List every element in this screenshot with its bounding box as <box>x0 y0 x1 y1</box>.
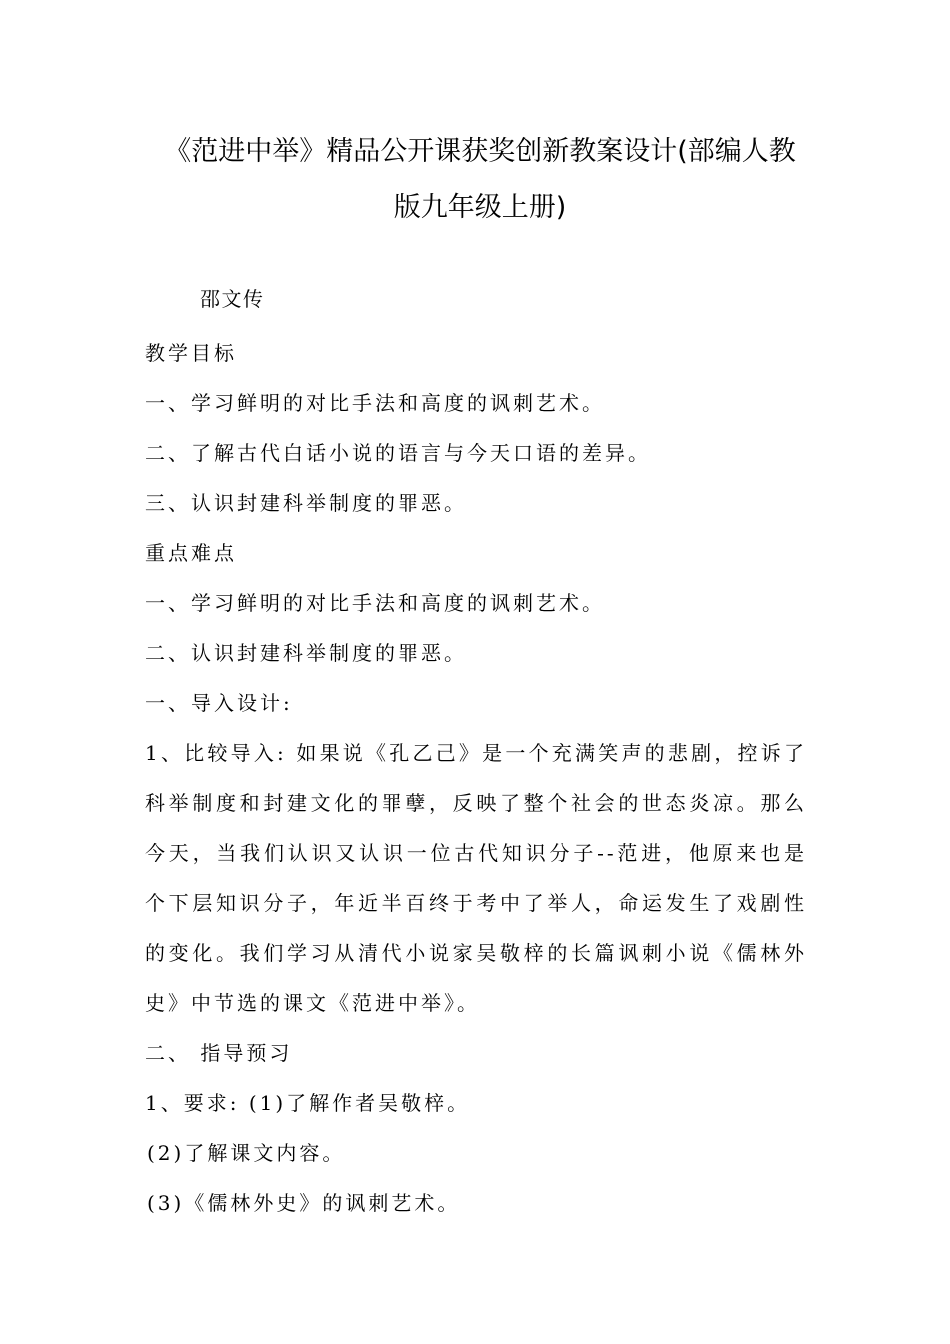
heading-key-difficulties: 重点难点 <box>145 541 237 565</box>
requirement-2: (2)了解课文内容。 <box>147 1141 346 1165</box>
goal-2: 二、了解古代白话小说的语言与今天口语的差异。 <box>145 441 651 465</box>
difficulty-2: 二、认识封建科举制度的罪恶。 <box>145 641 467 665</box>
document-body <box>145 328 807 1228</box>
author-name: 邵文传 <box>200 287 265 311</box>
goal-3: 三、认识封建科举制度的罪恶。 <box>145 491 467 515</box>
goal-1: 一、学习鲜明的对比手法和高度的讽刺艺术。 <box>145 391 605 415</box>
title-line-2: 版九年级上册) <box>393 192 567 223</box>
section-preview-guide: 二、 指导预习 <box>145 1041 293 1065</box>
section-intro-design: 一、导入设计: <box>145 691 293 715</box>
document-title <box>140 124 820 236</box>
requirement-3: (3)《儒林外史》的讽刺艺术。 <box>147 1191 461 1215</box>
difficulty-1: 一、学习鲜明的对比手法和高度的讽刺艺术。 <box>145 591 605 615</box>
requirement-line: 1、要求: (1)了解作者吴敬梓。 <box>145 1091 471 1115</box>
title-line-1: 《范进中举》精品公开课获奖创新教案设计(部编人教 <box>164 136 796 167</box>
heading-teaching-goals: 教学目标 <box>145 341 237 365</box>
intro-paragraph: 1、比较导入: 如果说《孔乙己》是一个充满笑声的悲剧，控诉了科举制度和封建文化的罪孽，反映了整个社会的世态炎凉。那么今天，当我们认识又认识一位古代知识分子--范进，他原来也是个下层知识分子，年近半百终于考中了举人，命运发生了戏剧性的变化。我们学习从清代小说家吴敬梓的长篇讽刺小说《儒林外史》中节选的课文《范进中举》。 <box>145 741 807 1015</box>
